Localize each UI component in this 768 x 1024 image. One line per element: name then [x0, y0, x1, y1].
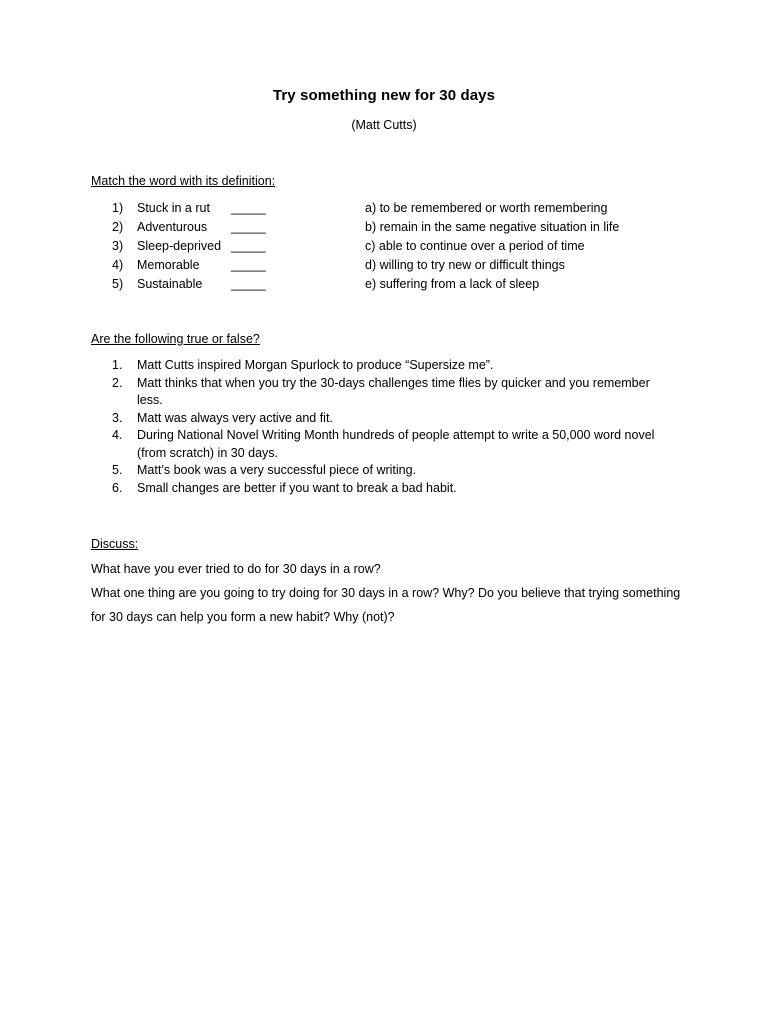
definition-item: c) able to continue over a period of time — [365, 239, 585, 253]
statement-number: 3. — [112, 410, 123, 425]
word-number: 5) — [112, 277, 124, 291]
statement-text: Small changes are better if you want to break a bad habit. — [137, 480, 457, 495]
statement-item — [112, 410, 672, 428]
definition-item: e) suffering from a lack of sleep — [365, 277, 540, 291]
word-item — [112, 275, 266, 294]
statement-text: Matt was always very active and fit. — [137, 410, 333, 425]
word-item — [112, 237, 266, 256]
word-number: 3) — [112, 239, 124, 253]
statement-item — [112, 462, 672, 480]
answer-blank: _____ — [231, 258, 266, 272]
true-false-heading: Are the following true or false? — [91, 332, 260, 346]
page-title: Try something new for 30 days — [272, 87, 496, 104]
true-false-list — [112, 357, 672, 497]
statement-item — [112, 357, 672, 375]
statement-item — [112, 375, 672, 410]
statement-item — [112, 480, 672, 498]
word-number: 1) — [112, 201, 124, 215]
word-term: Sustainable — [137, 277, 203, 291]
discussion-question: What one thing are you going to try doing for 30 days in a row? Why? Do you believe that trying something for 30 days can help you form a new habit? Why (not)? — [91, 586, 681, 624]
statement-text: Matt thinks that when you try the 30-days challenges time flies by quicker and you remember less. — [137, 375, 650, 407]
word-item — [112, 256, 266, 275]
statement-text: During National Novel Writing Month hundreds of people attempt to write a 50,000 word novel (from scratch) in 30 days. — [137, 428, 655, 460]
definition-item: d) willing to try new or difficult things — [365, 258, 565, 272]
word-item — [112, 199, 266, 218]
statement-number: 2. — [112, 375, 123, 390]
statement-number: 6. — [112, 480, 123, 495]
statement-number: 4. — [112, 428, 123, 442]
matching-heading: Match the word with its definition: — [91, 174, 276, 188]
definition-item: b) remain in the same negative situation in life — [365, 220, 620, 234]
word-number: 2) — [112, 220, 124, 234]
definition-item: a) to be remembered or worth remembering — [365, 201, 608, 215]
definition-list — [365, 199, 619, 294]
word-number: 4) — [112, 258, 124, 272]
word-term: Sleep-deprived — [137, 239, 222, 253]
answer-blank: _____ — [231, 277, 266, 291]
answer-blank: _____ — [231, 239, 266, 253]
discussion-question: What have you ever tried to do for 30 days in a row? — [91, 562, 381, 576]
statement-text: Matt’s book was a very successful piece of writing. — [137, 463, 417, 477]
discuss-heading: Discuss: — [91, 537, 139, 551]
word-term: Adventurous — [137, 220, 208, 234]
statement-number: 1. — [112, 358, 123, 372]
word-term: Stuck in a rut — [137, 201, 210, 215]
statement-text: Matt Cutts inspired Morgan Spurlock to produce “Supersize me”. — [137, 358, 494, 372]
answer-blank: _____ — [231, 220, 266, 234]
answer-blank: _____ — [231, 201, 266, 215]
word-term: Memorable — [137, 258, 200, 272]
page-subtitle: (Matt Cutts) — [351, 118, 417, 132]
word-list — [112, 199, 266, 294]
statement-item — [112, 427, 672, 462]
word-item — [112, 218, 266, 237]
statement-number: 5. — [112, 463, 123, 477]
